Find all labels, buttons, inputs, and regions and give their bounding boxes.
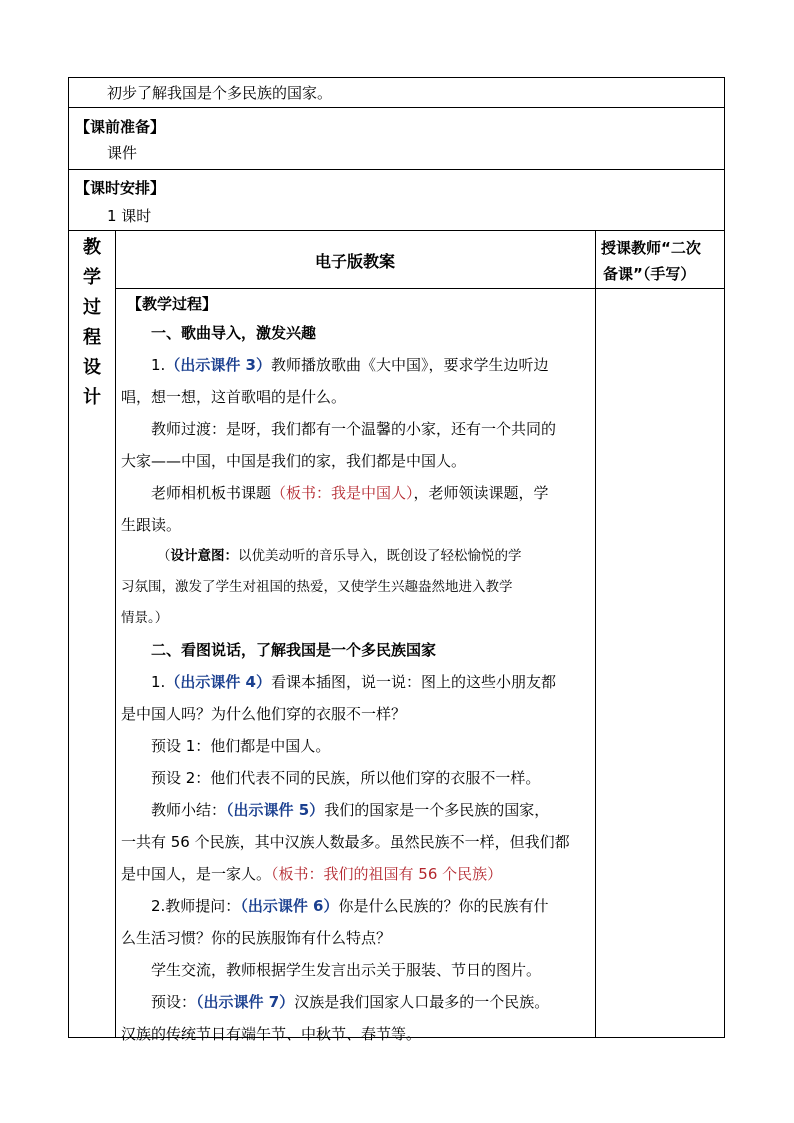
paragraph: 唱，想一想，这首歌唱的是什么。 (121, 388, 347, 406)
paragraph: 是中国人，是一家人。（板书：我们的祖国有 56 个民族） (121, 865, 503, 883)
schedule-row (68, 169, 725, 231)
section-1-title: 一、歌曲导入，激发兴趣 (151, 324, 317, 342)
section-label-char: 过 (83, 297, 101, 318)
board-note: （板书：我是中国人） (271, 484, 414, 502)
paragraph: 么生活习惯？你的民族服饰有什么特点？ (121, 929, 392, 947)
paragraph: 1.（出示课件 4）看课本插图，说一说：图上的这些小朋友都 (151, 673, 556, 691)
section-label-char: 程 (83, 327, 101, 348)
design-intent-label: 设计意图： (170, 548, 238, 564)
paragraph: 一共有 56 个民族，其中汉族人数最多。虽然民族不一样，但我们都 (121, 833, 570, 851)
section-label-char: 教 (83, 237, 101, 258)
objective-row (68, 77, 725, 107)
prep-heading: 【课前准备】 (75, 118, 166, 136)
paragraph: 1.（出示课件 3）教师播放歌曲《大中国》，要求学生边听边 (151, 356, 549, 374)
paragraph: 是中国人吗？为什么他们穿的衣服不一样？ (121, 705, 407, 723)
column-title-teacher-notes (601, 235, 723, 287)
paragraph: 生跟读。 (121, 516, 182, 534)
courseware-tag: （出示课件 4） (165, 673, 271, 691)
courseware-tag: （出示课件 7） (196, 993, 295, 1011)
paragraph: 2.教师提问：（出示课件 6）你是什么民族的？你的民族有什 (151, 897, 549, 915)
section-label-char: 学 (83, 267, 101, 288)
paragraph: 大家——中国，中国是我们的家，我们都是中国人。 (121, 452, 467, 470)
paragraph: 预设：（出示课件 7）汉族是我们国家人口最多的一个民族。 (151, 993, 550, 1011)
objective-text: 初步了解我国是个多民族的国家。 (107, 84, 333, 102)
courseware-tag: （出示课件 3） (165, 356, 271, 374)
schedule-body: 1 课时 (107, 207, 152, 225)
section-label-column (69, 233, 115, 413)
paragraph: 老师相机板书课题（板书：我是中国人），老师领读课题，学 (151, 484, 549, 502)
teaching-process-table (68, 230, 725, 1043)
column-divider-right (595, 231, 596, 1037)
prep-body: 课件 (107, 144, 138, 162)
paragraph: 预设 2：他们代表不同的民族，所以他们穿的衣服不一样。 (151, 769, 541, 787)
paragraph: 学生交流，教师根据学生发言出示关于服装、节日的图片。 (151, 961, 542, 979)
board-note: （板书：我们的祖国有 56 个民族） (271, 865, 503, 883)
section-2-title: 二、看图说话，了解我国是一个多民族国家 (151, 641, 437, 659)
design-intent-note: 情景。） (121, 610, 169, 626)
column-title-electronic-plan: 电子版教案 (314, 251, 395, 271)
schedule-heading: 【课时安排】 (75, 179, 166, 197)
column-divider-left (115, 231, 116, 1037)
courseware-tag: （出示课件 5） (226, 801, 325, 819)
design-intent-note: （设计意图：以优美动听的音乐导入，既创设了轻松愉悦的学 (157, 548, 522, 564)
lesson-content (121, 291, 591, 1050)
section-label-char: 计 (83, 387, 101, 408)
paragraph: 汉族的传统节日有端午节、中秋节、春节等。 (121, 1025, 422, 1043)
design-intent-note: 习氛围，激发了学生对祖国的热爱，又使学生兴趣盎然地进入教学 (121, 579, 513, 595)
process-heading: 【教学过程】 (127, 295, 218, 313)
prep-row (68, 107, 725, 169)
paragraph: 教师小结：（出示课件 5）我们的国家是一个多民族的国家， (151, 801, 550, 819)
teacher-notes-title-line2: 备课”（手写） (603, 265, 696, 283)
paragraph: 教师过渡：是呀，我们都有一个温馨的小家，还有一个共同的 (151, 420, 557, 438)
paragraph: 预设 1：他们都是中国人。 (151, 737, 331, 755)
teacher-notes-title-line1: 授课教师“二次 (601, 239, 701, 257)
courseware-tag: （出示课件 6） (240, 897, 339, 915)
section-label-char: 设 (83, 357, 101, 378)
